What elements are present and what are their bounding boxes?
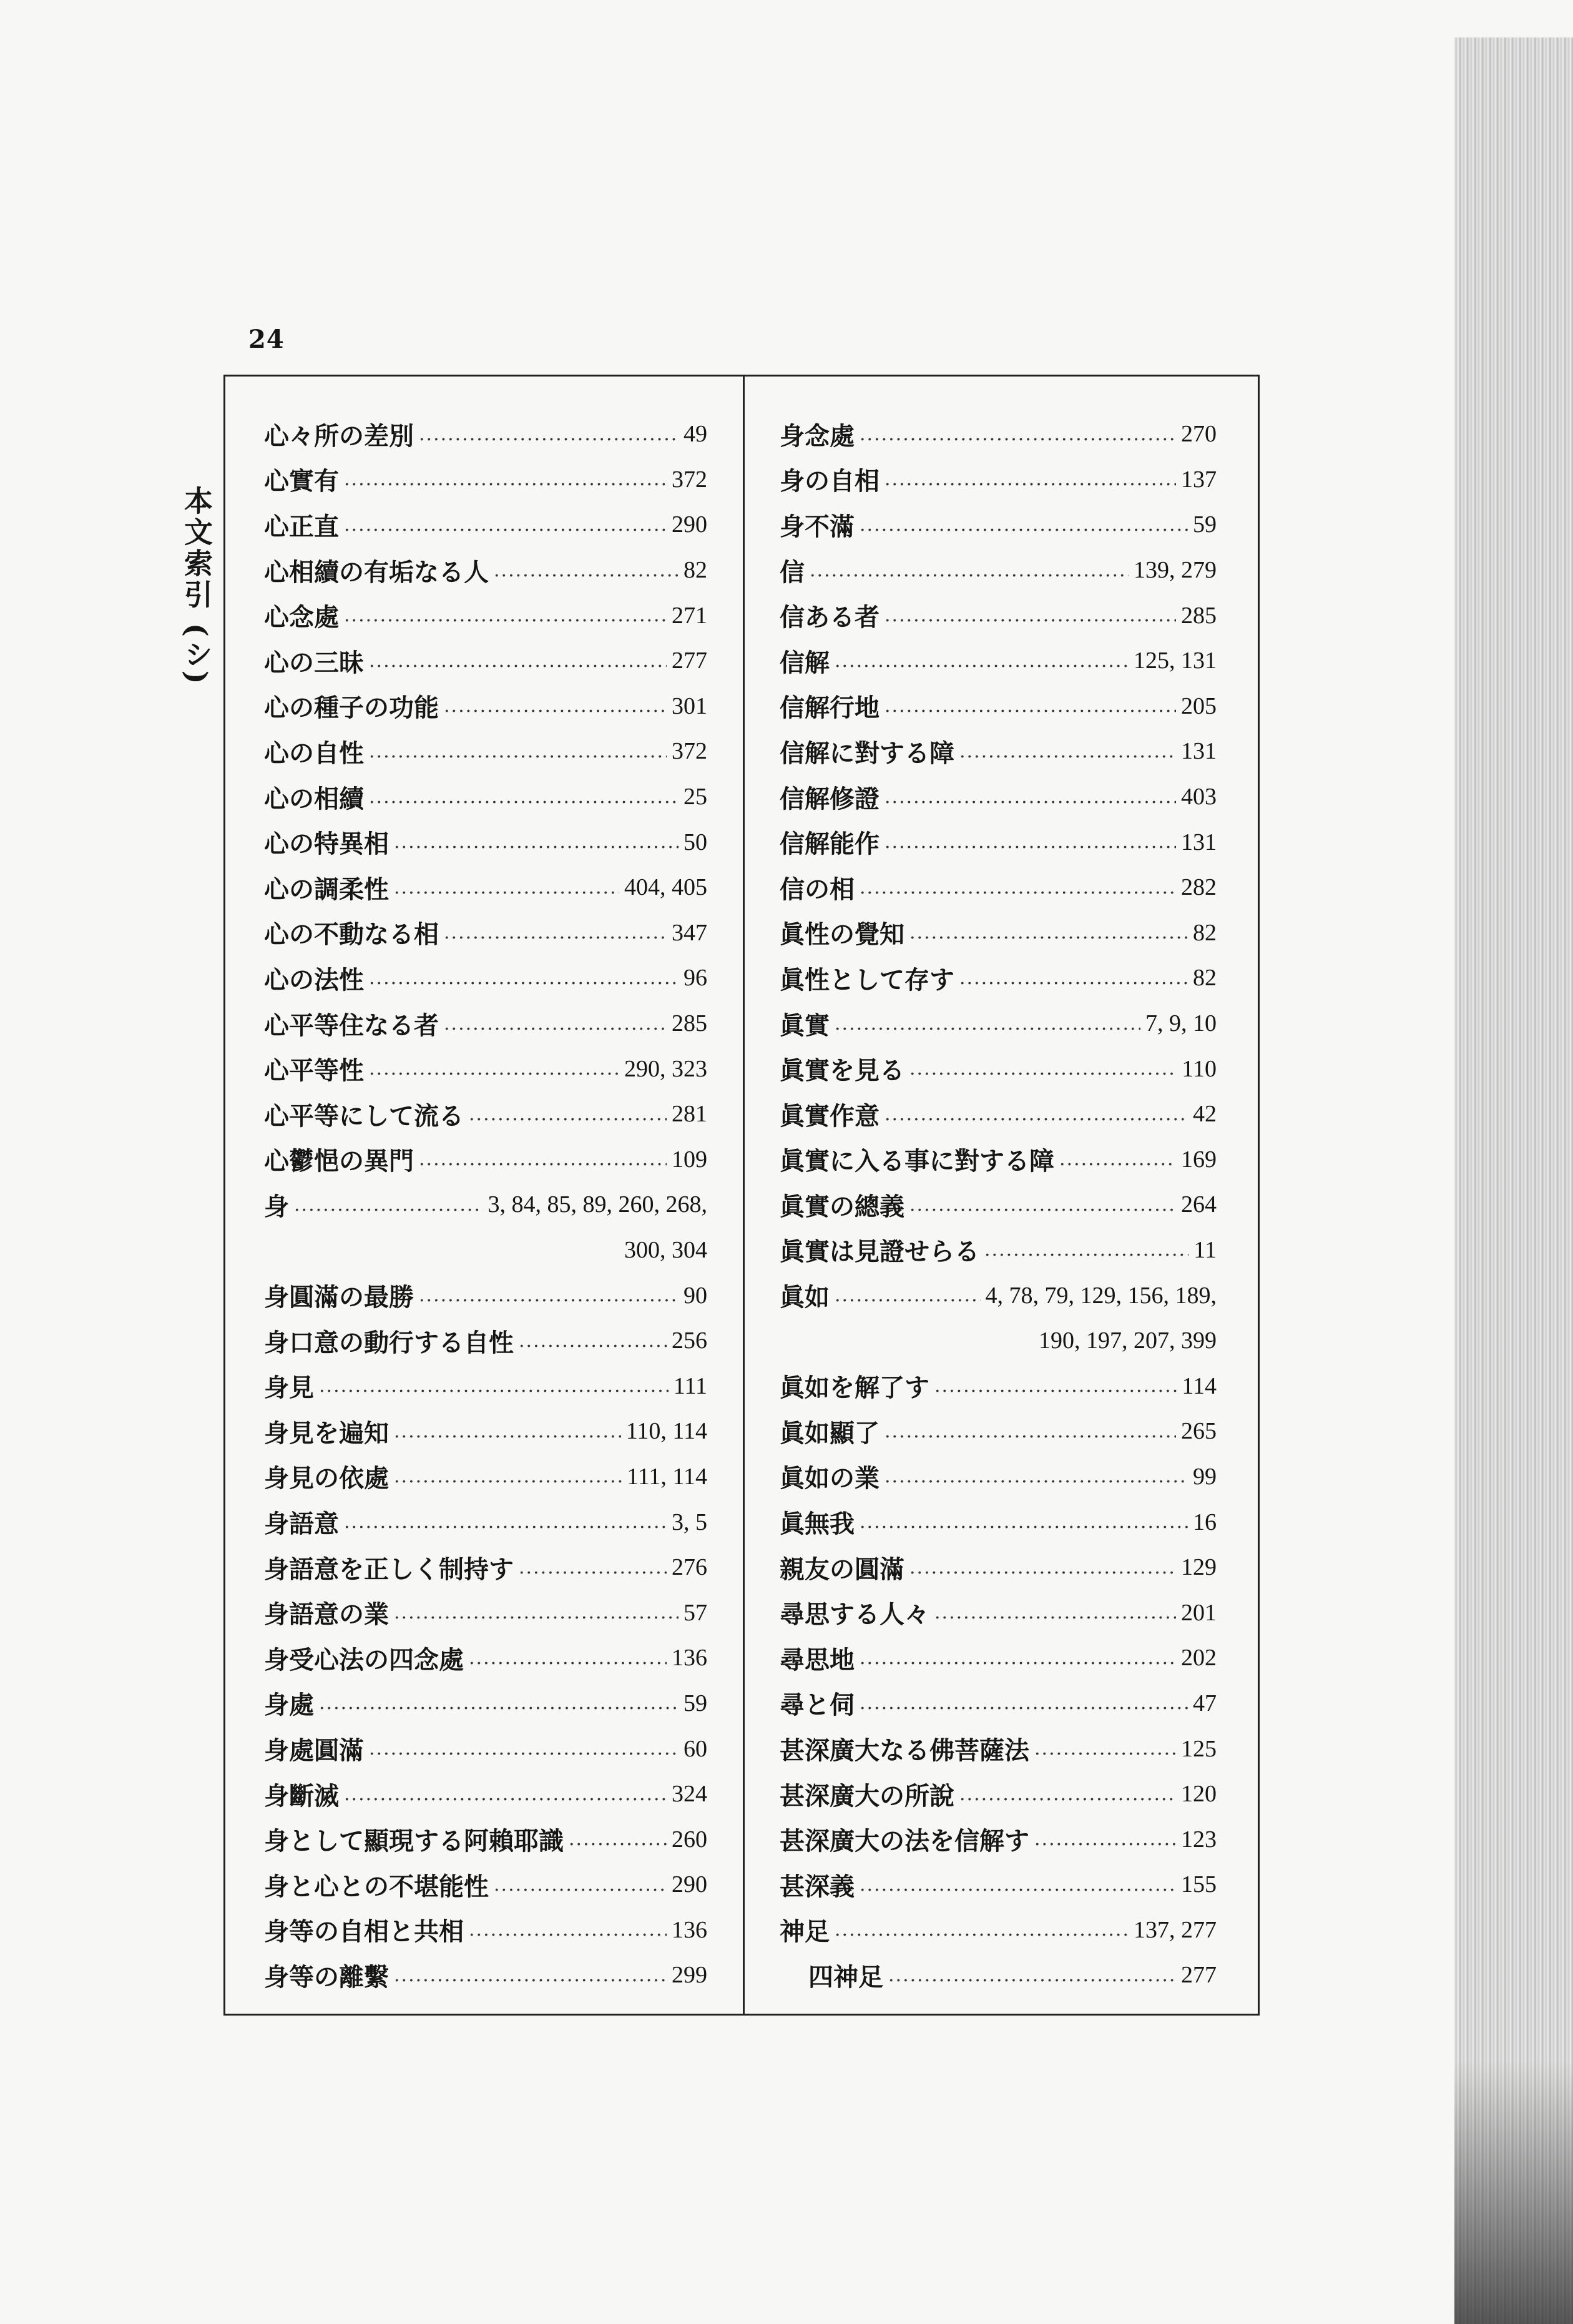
entry-pages: 285 <box>1181 602 1217 629</box>
index-entry <box>264 819 707 865</box>
entry-term: 眞實の總義 <box>780 1191 904 1221</box>
index-entry <box>780 1499 1217 1545</box>
entry-pages: 264 <box>1181 1191 1217 1218</box>
index-entry <box>780 684 1217 729</box>
entry-term: 身斷滅 <box>264 1781 339 1811</box>
entry-term: 身等の離繫 <box>264 1962 389 1992</box>
dot-leader <box>909 1058 1177 1080</box>
entry-term: 心平等性 <box>264 1056 364 1086</box>
index-entry <box>780 1046 1217 1091</box>
entry-pages: 201 <box>1181 1599 1217 1626</box>
index-entry <box>264 411 707 457</box>
dot-leader <box>959 1783 1176 1805</box>
dot-leader <box>885 468 1176 490</box>
index-entry <box>264 1454 707 1500</box>
entry-term: 心の相續 <box>264 784 364 814</box>
entry-pages: 90 <box>684 1282 707 1309</box>
dot-leader <box>469 1647 667 1669</box>
entry-pages: 260 <box>672 1826 707 1853</box>
entry-pages: 300, 304 <box>624 1236 707 1263</box>
right-column <box>780 411 1217 1998</box>
entry-pages: 59 <box>1193 511 1217 538</box>
entry-pages: 404, 405 <box>624 874 707 901</box>
dot-leader <box>519 1330 667 1352</box>
index-entry <box>780 1182 1217 1228</box>
index-entry <box>780 1862 1217 1908</box>
dot-leader <box>444 1013 667 1035</box>
index-entry <box>264 865 707 910</box>
scan-edge-dark <box>1454 2061 1573 2324</box>
dot-leader <box>344 1783 667 1805</box>
index-entry <box>264 1363 707 1409</box>
entry-term: 信解行地 <box>780 693 880 723</box>
index-entry <box>780 1681 1217 1726</box>
entry-term: 心の自性 <box>264 738 364 768</box>
dot-leader <box>419 1148 667 1170</box>
entry-pages: 47 <box>1193 1690 1217 1716</box>
dot-leader <box>344 604 667 626</box>
section-side-label: 本文索引 (シ) <box>180 486 213 687</box>
dot-leader <box>444 695 667 717</box>
entry-pages: 60 <box>684 1735 707 1762</box>
index-entry <box>264 910 707 956</box>
entry-pages: 25 <box>684 784 707 810</box>
dot-leader <box>319 1375 669 1397</box>
index-entry <box>264 502 707 548</box>
dot-leader <box>294 1194 483 1216</box>
entry-term: 身見の依處 <box>264 1464 389 1494</box>
entry-pages: 155 <box>1181 1871 1217 1898</box>
entry-pages: 169 <box>1181 1146 1217 1173</box>
dot-leader <box>469 1103 667 1125</box>
entry-pages: 125 <box>1181 1735 1217 1762</box>
entry-pages: 285 <box>672 1010 707 1037</box>
dot-leader <box>835 1284 981 1306</box>
entry-term: 眞實を見る <box>780 1056 904 1086</box>
index-entry <box>780 1816 1217 1862</box>
entry-term: 心の種子の功能 <box>264 693 439 723</box>
entry-term: 身圓滿の最勝 <box>264 1283 414 1312</box>
entry-term: 眞如 <box>780 1283 830 1312</box>
entry-pages: 120 <box>1181 1781 1217 1808</box>
index-entry <box>780 1273 1217 1318</box>
entry-term: 信解修證 <box>780 784 880 814</box>
dot-leader <box>810 559 1129 581</box>
entry-term: 信の相 <box>780 874 855 904</box>
index-entry <box>780 1952 1217 1998</box>
index-entry <box>264 729 707 774</box>
entry-term: 甚深廣大なる佛菩薩法 <box>780 1736 1029 1766</box>
dot-leader <box>344 514 667 536</box>
dot-leader <box>394 831 679 853</box>
entry-term: 甚深廣大の法を信解す <box>780 1826 1029 1856</box>
entry-term: 身語意 <box>264 1509 339 1539</box>
entry-term: 心正直 <box>264 511 339 541</box>
index-entry <box>264 1908 707 1953</box>
column-divider <box>743 377 745 2014</box>
entry-pages: 139, 279 <box>1134 557 1217 584</box>
index-entry <box>264 1228 707 1273</box>
entry-term: 身念處 <box>780 421 855 451</box>
entry-pages: 136 <box>672 1645 707 1672</box>
entry-pages: 82 <box>1193 919 1217 946</box>
entry-pages: 125, 131 <box>1134 647 1217 674</box>
entry-term: 心實有 <box>264 466 339 496</box>
index-entry <box>780 1454 1217 1500</box>
dot-leader <box>959 741 1176 762</box>
entry-pages: 276 <box>672 1554 707 1581</box>
entry-pages: 290 <box>672 1871 707 1898</box>
entry-term: 心の法性 <box>264 965 364 995</box>
dot-leader <box>344 1511 667 1533</box>
entry-pages: 403 <box>1181 784 1217 810</box>
entry-term: 心平等にして流る <box>264 1101 464 1131</box>
dot-leader <box>885 1420 1176 1442</box>
entry-term: 心鬱悒の異門 <box>264 1146 414 1176</box>
entry-pages: 299 <box>672 1962 707 1989</box>
dot-leader <box>394 1420 621 1442</box>
entry-pages: 372 <box>672 738 707 765</box>
entry-pages: 131 <box>1181 738 1217 765</box>
entry-pages: 3, 5 <box>672 1509 707 1535</box>
index-entry <box>780 593 1217 638</box>
dot-leader <box>835 1013 1140 1035</box>
dot-leader <box>860 1647 1176 1669</box>
dot-leader <box>444 922 667 943</box>
index-entry <box>780 774 1217 820</box>
entry-term: 信解能作 <box>780 829 880 859</box>
dot-leader <box>860 1692 1188 1714</box>
index-entry <box>780 1228 1217 1273</box>
entry-pages: 50 <box>684 829 707 855</box>
entry-term: 尋思する人々 <box>780 1600 929 1630</box>
entry-term: 眞實作意 <box>780 1101 880 1131</box>
dot-leader <box>835 1919 1129 1941</box>
dot-leader <box>1059 1148 1176 1170</box>
index-entry <box>780 1137 1217 1183</box>
entry-pages: 114 <box>1182 1372 1217 1399</box>
entry-term: 身口意の動行する自性 <box>264 1327 514 1357</box>
dot-leader <box>860 1511 1188 1533</box>
dot-leader <box>519 1557 667 1578</box>
entry-pages: 277 <box>1181 1962 1217 1989</box>
entry-term: 身不滿 <box>780 511 855 541</box>
entry-term: 眞實 <box>780 1010 830 1040</box>
index-entry <box>264 1952 707 1998</box>
dot-leader <box>984 1239 1188 1261</box>
entry-pages: 11 <box>1193 1236 1217 1263</box>
index-entry <box>780 1318 1217 1364</box>
dot-leader <box>569 1828 667 1850</box>
entry-pages: 129 <box>1181 1554 1217 1581</box>
entry-term: 信ある者 <box>780 603 880 633</box>
entry-term: 眞性の覺知 <box>780 920 904 950</box>
entry-term: 身等の自相と共相 <box>264 1917 464 1947</box>
dot-leader <box>369 967 679 989</box>
index-entry <box>780 1908 1217 1953</box>
entry-term: 心相續の有垢なる人 <box>264 557 489 587</box>
dot-leader <box>934 1375 1177 1397</box>
index-entry <box>780 1409 1217 1454</box>
entry-term: 身として顯現する阿賴耶識 <box>264 1826 564 1856</box>
entry-term: 心の特異相 <box>264 829 389 859</box>
dot-leader <box>1034 1738 1176 1760</box>
entry-term: 身の自相 <box>780 466 880 496</box>
entry-pages: 96 <box>684 965 707 992</box>
entry-term: 身見 <box>264 1373 314 1403</box>
index-entry <box>264 955 707 1001</box>
index-entry <box>780 502 1217 548</box>
dot-leader <box>369 650 667 672</box>
dot-leader <box>419 423 679 445</box>
entry-term: 神足 <box>780 1917 830 1947</box>
dot-leader <box>369 1058 619 1080</box>
left-column <box>264 411 707 1998</box>
entry-pages: 57 <box>684 1599 707 1626</box>
index-entry <box>264 1681 707 1726</box>
index-entry <box>780 548 1217 593</box>
entry-term: 身 <box>264 1191 289 1221</box>
entry-pages: 324 <box>672 1781 707 1808</box>
index-entry <box>264 1635 707 1681</box>
entry-term: 身見を遍知 <box>264 1418 389 1448</box>
index-entry <box>264 548 707 593</box>
dot-leader <box>885 831 1176 853</box>
entry-pages: 82 <box>684 557 707 584</box>
entry-pages: 109 <box>672 1146 707 1173</box>
entry-pages: 282 <box>1181 874 1217 901</box>
dot-leader <box>394 1465 622 1487</box>
entry-term: 眞性として存す <box>780 965 954 995</box>
entry-pages: 7, 9, 10 <box>1145 1010 1217 1037</box>
index-entry <box>780 729 1217 774</box>
entry-term: 心の不動なる相 <box>264 920 439 950</box>
entry-term: 心平等住なる者 <box>264 1010 439 1040</box>
dot-leader <box>469 1919 667 1941</box>
index-entry <box>780 1635 1217 1681</box>
dot-leader <box>909 922 1188 943</box>
dot-leader <box>369 786 679 808</box>
page-number: 24 <box>248 325 285 354</box>
index-entry <box>264 684 707 729</box>
entry-term: 尋思地 <box>780 1645 855 1675</box>
entry-term: 甚深義 <box>780 1871 855 1901</box>
dot-leader <box>909 1557 1176 1578</box>
dot-leader <box>394 1964 667 1986</box>
entry-pages: 301 <box>672 692 707 719</box>
entry-term: 心念處 <box>264 603 339 633</box>
index-entry <box>780 910 1217 956</box>
index-entry <box>780 865 1217 910</box>
index-entry <box>780 1590 1217 1635</box>
index-entry <box>264 1590 707 1635</box>
entry-pages: 123 <box>1181 1826 1217 1853</box>
index-entry <box>264 1862 707 1908</box>
index-entry <box>264 1046 707 1091</box>
dot-leader <box>419 1284 679 1306</box>
dot-leader <box>860 877 1176 899</box>
entry-pages: 265 <box>1181 1418 1217 1445</box>
index-entry <box>264 1545 707 1590</box>
index-entry <box>780 1001 1217 1046</box>
dot-leader <box>909 1194 1176 1216</box>
index-entry <box>780 1726 1217 1771</box>
entry-term: 身語意の業 <box>264 1600 389 1630</box>
entry-term: 身處 <box>264 1690 314 1720</box>
dot-leader <box>394 877 619 899</box>
entry-term: 甚深廣大の所說 <box>780 1781 954 1811</box>
index-entry <box>264 1273 707 1318</box>
entry-term: 眞無我 <box>780 1509 855 1539</box>
index-entry <box>264 1318 707 1364</box>
entry-pages: 256 <box>672 1327 707 1354</box>
index-entry <box>264 1409 707 1454</box>
index-entry <box>780 638 1217 684</box>
dot-leader <box>860 514 1188 536</box>
entry-term: 親友の圓滿 <box>780 1554 904 1584</box>
dot-leader <box>934 1602 1176 1623</box>
entry-term: 眞如顯了 <box>780 1418 880 1448</box>
index-entry <box>264 774 707 820</box>
entry-pages: 190, 197, 207, 399 <box>1039 1327 1217 1354</box>
entry-term: 心の三昧 <box>264 647 364 677</box>
dot-leader <box>394 1602 679 1623</box>
entry-pages: 137, 277 <box>1134 1916 1217 1943</box>
index-entry <box>264 1001 707 1046</box>
index-entry <box>264 1182 707 1228</box>
entry-term: 眞如を解了す <box>780 1373 929 1403</box>
dot-leader <box>885 695 1176 717</box>
entry-pages: 4, 78, 79, 129, 156, 189, <box>985 1282 1217 1309</box>
dot-leader <box>319 1692 679 1714</box>
dot-leader <box>369 741 667 762</box>
entry-pages: 131 <box>1181 829 1217 855</box>
index-entry <box>780 1545 1217 1590</box>
index-entry <box>264 638 707 684</box>
index-entry <box>780 1363 1217 1409</box>
entry-pages: 202 <box>1181 1645 1217 1672</box>
entry-term: 信 <box>780 557 805 587</box>
entry-pages: 347 <box>672 919 707 946</box>
entry-pages: 59 <box>684 1690 707 1716</box>
dot-leader <box>885 1465 1188 1487</box>
index-entry <box>264 457 707 503</box>
dot-leader <box>885 604 1176 626</box>
entry-pages: 281 <box>672 1101 707 1128</box>
entry-term: 信解 <box>780 647 830 677</box>
index-entry <box>264 1091 707 1137</box>
dot-leader <box>885 1103 1188 1125</box>
entry-pages: 136 <box>672 1916 707 1943</box>
entry-term: 眞實は見證せらる <box>780 1237 979 1267</box>
entry-pages: 82 <box>1193 965 1217 992</box>
dot-leader <box>1034 1828 1176 1850</box>
entry-pages: 137 <box>1181 466 1217 493</box>
scan-edge-shadow <box>1454 37 1573 2324</box>
entry-pages: 111 <box>673 1372 707 1399</box>
entry-pages: 110 <box>1182 1055 1217 1082</box>
dot-leader <box>494 1874 667 1896</box>
entry-term: 眞如の業 <box>780 1464 880 1494</box>
dot-leader <box>885 786 1176 808</box>
entry-term: 尋と伺 <box>780 1690 855 1720</box>
index-entry <box>780 955 1217 1001</box>
index-entry <box>780 1771 1217 1817</box>
dot-leader <box>959 967 1188 989</box>
entry-term: 身受心法の四念處 <box>264 1645 464 1675</box>
entry-pages: 372 <box>672 466 707 493</box>
index-entry <box>780 1091 1217 1137</box>
index-entry <box>264 1499 707 1545</box>
entry-term: 身處圓滿 <box>264 1736 364 1766</box>
entry-term: 四神足 <box>808 1962 883 1992</box>
dot-leader <box>494 559 679 581</box>
entry-pages: 16 <box>1193 1509 1217 1535</box>
index-entry <box>264 593 707 638</box>
entry-term: 心の調柔性 <box>264 874 389 904</box>
dot-leader <box>344 468 667 490</box>
dot-leader <box>369 1738 679 1760</box>
index-entry <box>264 1816 707 1862</box>
index-entry <box>780 411 1217 457</box>
index-entry <box>264 1137 707 1183</box>
entry-pages: 270 <box>1181 421 1217 448</box>
dot-leader <box>860 423 1176 445</box>
entry-pages: 110, 114 <box>625 1418 707 1445</box>
entry-pages: 42 <box>1193 1101 1217 1128</box>
entry-pages: 205 <box>1181 692 1217 719</box>
index-table <box>223 375 1260 2016</box>
dot-leader <box>860 1874 1176 1896</box>
dot-leader <box>888 1964 1176 1986</box>
entry-pages: 99 <box>1193 1463 1217 1490</box>
entry-term: 心々所の差別 <box>264 421 414 451</box>
entry-pages: 271 <box>672 602 707 629</box>
index-entry <box>264 1726 707 1771</box>
entry-pages: 111, 114 <box>627 1463 707 1490</box>
index-entry <box>780 457 1217 503</box>
index-entry <box>780 819 1217 865</box>
entry-pages: 290 <box>672 511 707 538</box>
entry-pages: 49 <box>684 421 707 448</box>
entry-term: 眞實に入る事に對する障 <box>780 1146 1054 1176</box>
entry-pages: 290, 323 <box>624 1055 707 1082</box>
index-entry <box>264 1771 707 1817</box>
entry-pages: 277 <box>672 647 707 674</box>
dot-leader <box>835 650 1129 672</box>
entry-pages: 3, 84, 85, 89, 260, 268, <box>488 1191 707 1218</box>
entry-term: 信解に對する障 <box>780 738 954 768</box>
entry-term: 身と心との不堪能性 <box>264 1871 489 1901</box>
entry-term: 身語意を正しく制持す <box>264 1554 514 1584</box>
